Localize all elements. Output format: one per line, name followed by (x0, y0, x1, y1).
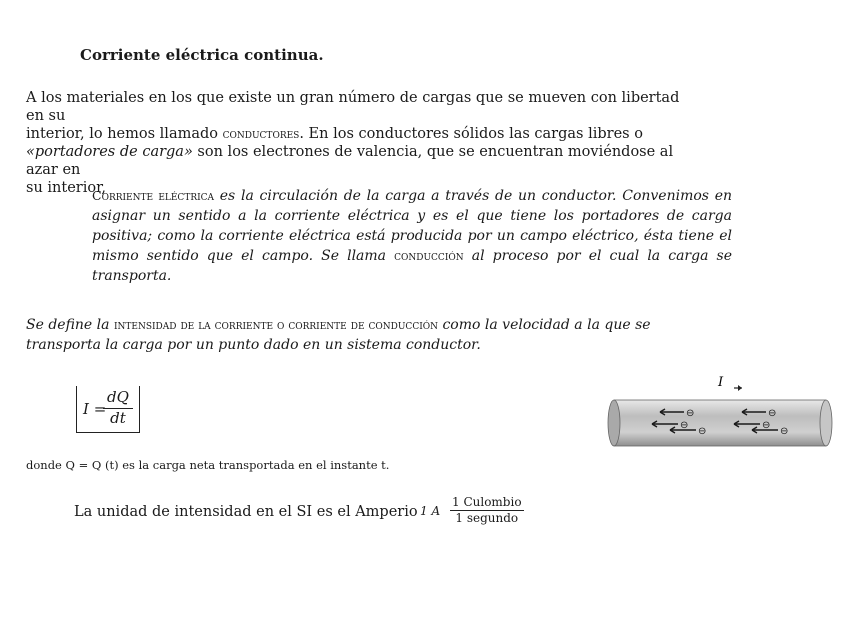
unit-lhs: 1 A (420, 504, 441, 518)
unit-fraction (450, 495, 524, 525)
definition-text-1: es la circulación de la carga a través de un conductor. Convenimos en asignar un sentido a la corriente eléctrica y es el que tiene los portadores de carga positiva; como la corriente eléctrica está producida por un campo eléctrico, ésta tiene el mismo sentido que el campo. Se llama (92, 188, 732, 264)
formula-numerator: dQ (103, 388, 133, 409)
term-corriente-electrica: Corriente eléctrica (92, 188, 215, 203)
term-conductores: conductores (222, 126, 300, 141)
intro-line-4: su interior, (26, 180, 107, 196)
intro-paragraph (26, 89, 686, 197)
unit-numerator: 1 Culombio (452, 495, 522, 509)
where-note: donde Q = Q (t) es la carga neta transportada en el instante t. (26, 458, 390, 472)
tube-right-end (820, 400, 832, 446)
electron-charge-6: ⊖ (780, 426, 789, 437)
current-formula (76, 386, 140, 433)
term-intensidad: intensidad de la corriente o corriente de conducción (113, 317, 439, 332)
current-label: I (718, 375, 724, 390)
conductor-svg (600, 372, 840, 454)
term-conduccion: conducción (394, 248, 464, 263)
formula-lhs: I = (83, 400, 107, 418)
intro-line-3b: son los electrones de valencia, que se encuentran moviéndose al azar en (26, 144, 674, 178)
current-arrow-head (738, 385, 742, 391)
electron-charge-5: ⊖ (762, 420, 771, 431)
formula-denominator: dt (110, 409, 126, 427)
section-title: Corriente eléctrica continua. (80, 46, 324, 64)
intro-line-2c: . En los conductores sólidos las cargas libres o (299, 126, 643, 142)
intro-line-1: A los materiales en los que existe un gran número de cargas que se mueven con libertad en su (26, 90, 680, 124)
electron-charge-4: ⊖ (768, 408, 777, 419)
intro-line-2a: interior, lo hemos llamado (26, 126, 223, 142)
tube-left-end (608, 400, 620, 446)
unit-denominator: 1 segundo (455, 511, 519, 525)
intensity-text-2: como la velocidad a la que se transporta la carga por un punto dado en un sistema conductor. (26, 317, 651, 353)
intensity-text-1: Se define la (26, 317, 114, 333)
electron-charge-3: ⊖ (698, 426, 707, 437)
conductor-diagram (600, 372, 840, 454)
term-portadores: «portadores de carga» (26, 144, 193, 160)
definition-paragraph (92, 186, 732, 286)
electron-charge-1: ⊖ (686, 408, 695, 419)
electron-charge-2: ⊖ (680, 420, 689, 431)
intensity-definition (26, 315, 666, 355)
definition-text-2: al proceso por el cual la carga se transporta. (92, 248, 732, 284)
unit-sentence: La unidad de intensidad en el SI es el Amperio (74, 504, 418, 520)
conductor-tube (614, 400, 826, 446)
